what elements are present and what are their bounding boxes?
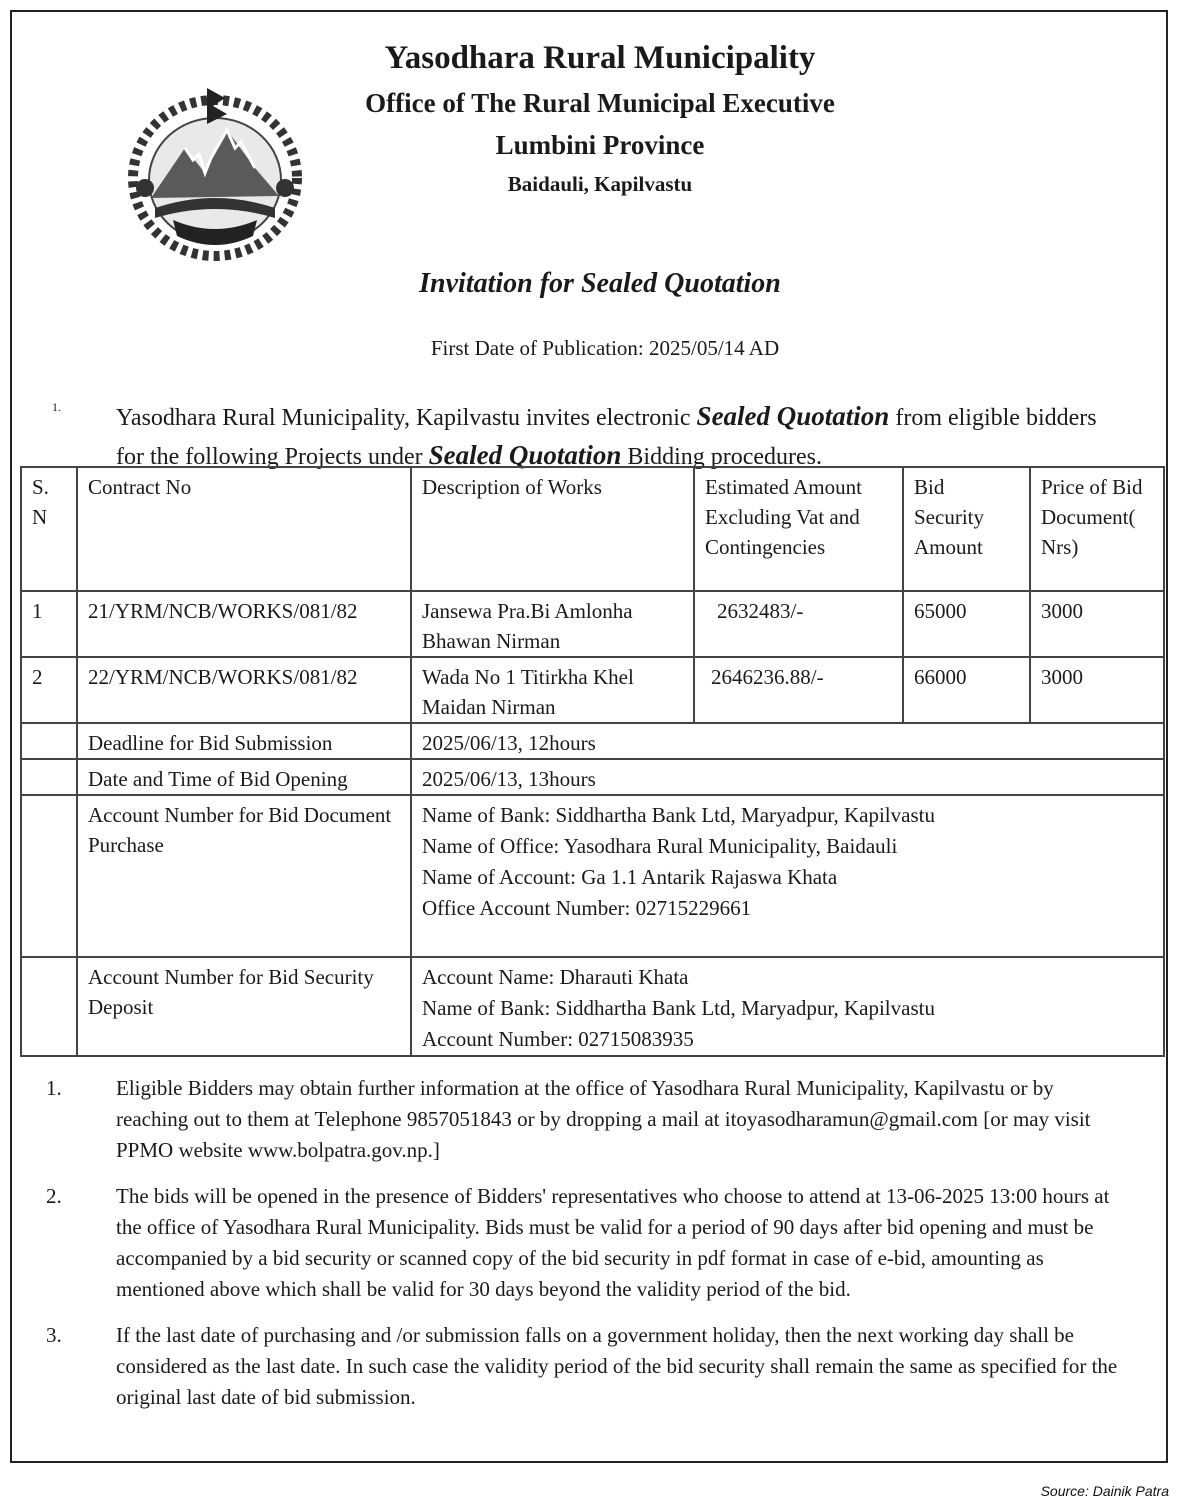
row-bid-security: 65000 — [903, 591, 1030, 657]
note-item — [40, 1181, 1120, 1305]
deadline-row — [21, 723, 1164, 759]
row-estimated-amount: 2632483/- — [694, 591, 903, 657]
header-estimated-amount: Estimated Amount Excluding Vat and Contingencies — [694, 467, 903, 591]
deposit-account-label: Account Number for Bid Security Deposit — [77, 957, 411, 1056]
header-sn: S. N — [21, 467, 77, 591]
note-number: 3. — [46, 1323, 62, 1347]
notes-list — [40, 1073, 1120, 1428]
purchase-account-number-line: Office Account Number: 02715229661 — [422, 896, 752, 920]
row-description: Wada No 1 Titirkha Khel Maidan Nirman — [411, 657, 694, 723]
opening-label: Date and Time of Bid Opening — [77, 759, 411, 795]
deposit-account-number-line: Account Number: 02715083935 — [422, 1027, 694, 1051]
note-number: 2. — [46, 1184, 62, 1208]
province-name: Lumbini Province — [495, 130, 705, 160]
intro-paragraph: Yasodhara Rural Municipality, Kapilvastu invites electronic Sealed Quotation from eligible bidders for the following Projects under Sealed Quotation Bidding procedures. — [116, 401, 1097, 470]
purchase-account-row — [21, 795, 1164, 957]
municipality-name: Yasodhara Rural Municipality — [384, 40, 816, 76]
header-description: Description of Works — [411, 467, 694, 591]
note-item — [40, 1073, 1120, 1166]
deposit-account-details — [411, 957, 1164, 1056]
intro-emphasis-2: Sealed Quotation — [428, 440, 622, 470]
row-estimated-amount: 2646236.88/- — [694, 657, 903, 723]
note-text: If the last date of purchasing and /or submission falls on a government holiday, then the next working day shall be considered as the last date. In such case the validity period of the bid security shall remain the same as specified for the original last date of bid submission. — [116, 1323, 1118, 1409]
deposit-account-name-line: Account Name: Dharauti Khata — [422, 965, 689, 989]
row-price: 3000 — [1030, 657, 1164, 723]
header-price-of-bid-document: Price of Bid Document( Nrs) — [1030, 467, 1164, 591]
row-sn: 2 — [21, 657, 77, 723]
note-item — [40, 1320, 1120, 1413]
opening-value: 2025/06/13, 13hours — [411, 759, 1164, 795]
row-description: Jansewa Pra.Bi Amlonha Bhawan Nirman — [411, 591, 694, 657]
header-bid-security: Bid Security Amount — [903, 467, 1030, 591]
office-name: Office of The Rural Municipal Executive — [365, 88, 835, 118]
office-address: Baidauli, Kapilvastu — [507, 172, 693, 196]
row-contract-no: 22/YRM/NCB/WORKS/081/82 — [77, 657, 411, 723]
purchase-office-line: Name of Office: Yasodhara Rural Municipality, Baidauli — [422, 834, 898, 858]
table-header-row — [21, 467, 1164, 591]
bid-table — [20, 466, 1165, 1057]
deposit-bank-line: Name of Bank: Siddhartha Bank Ltd, Maryadpur, Kapilvastu — [422, 996, 935, 1020]
deadline-label: Deadline for Bid Submission — [77, 723, 411, 759]
intro-number: 1. — [52, 400, 61, 414]
deposit-account-row — [21, 957, 1164, 1056]
purchase-account-name-line: Name of Account: Ga 1.1 Antarik Rajaswa Khata — [422, 865, 838, 889]
table-row — [21, 591, 1164, 657]
header-contract-no: Contract No — [77, 467, 411, 591]
note-number: 1. — [46, 1076, 62, 1100]
note-text: The bids will be opened in the presence of Bidders' representatives who choose to attend at 13-06-2025 13:00 hours at the office of Yasodhara Rural Municipality. Bids must be valid for a period of 90 days after bid opening and must be accompanied by a bid security or scanned copy of the bid security in pdf format in case of e-bid, amounting as mentioned above which shall be valid for 30 days beyond the validity period of the bid. — [116, 1184, 1110, 1301]
row-contract-no: 21/YRM/NCB/WORKS/081/82 — [77, 591, 411, 657]
deadline-value: 2025/06/13, 12hours — [411, 723, 1164, 759]
intro-emphasis-1: Sealed Quotation — [696, 401, 890, 431]
purchase-account-label: Account Number for Bid Document Purchase — [77, 795, 411, 957]
row-sn: 1 — [21, 591, 77, 657]
table-row — [21, 657, 1164, 723]
purchase-bank-line: Name of Bank: Siddhartha Bank Ltd, Maryadpur, Kapilvastu — [422, 803, 935, 827]
row-price: 3000 — [1030, 591, 1164, 657]
note-text: Eligible Bidders may obtain further information at the office of Yasodhara Rural Municipality, Kapilvastu or by reaching out to them at Telephone 9857051843 or by dropping a mail at itoyasodharamun@gmail.com [or may visit PPMO website www.bolpatra.gov.np.] — [116, 1076, 1091, 1162]
publication-date: First Date of Publication: 2025/05/14 AD — [430, 336, 780, 360]
nepal-emblem-icon — [115, 68, 315, 268]
source-credit: Source: Dainik Patra — [1040, 1483, 1169, 1499]
notice-title: Invitation for Sealed Quotation — [419, 268, 781, 299]
row-bid-security: 66000 — [903, 657, 1030, 723]
purchase-account-details — [411, 795, 1164, 957]
opening-row — [21, 759, 1164, 795]
